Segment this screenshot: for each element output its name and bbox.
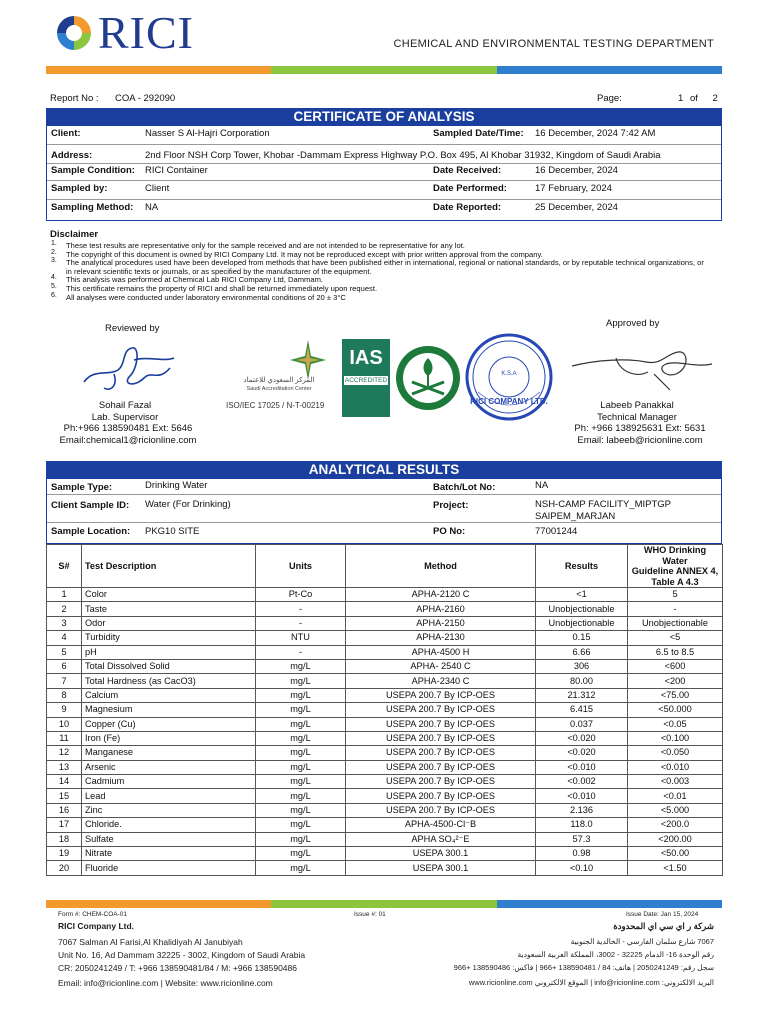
table-row — [47, 717, 723, 731]
po-label: PO No: — [433, 526, 466, 537]
cell-who-limit: <0.01 — [628, 789, 723, 803]
cell-method: APHA-2160 — [346, 602, 536, 616]
sample-info-box — [46, 479, 722, 544]
cell-method: USEPA 200.7 By ICP-OES — [346, 803, 536, 817]
cell-method: USEPA 200.7 By ICP-OES — [346, 717, 536, 731]
page-current: 1 — [678, 93, 684, 104]
cell-who-limit: <5.000 — [628, 803, 723, 817]
cell-who-limit: <0.05 — [628, 717, 723, 731]
date-performed-value: 17 February, 2024 — [535, 183, 612, 194]
ias-logo — [342, 339, 390, 417]
cell-result: 0.15 — [536, 631, 628, 645]
sac-english-name: Saudi Accreditation Center — [246, 386, 312, 392]
table-row — [47, 674, 723, 688]
cell-units: mg/L — [256, 847, 346, 861]
table-row — [47, 616, 723, 630]
sampling-method-value: NA — [145, 202, 159, 213]
cell-sn: 3 — [47, 616, 82, 630]
rici-logo — [54, 8, 194, 58]
po-value: 77001244 — [535, 526, 578, 537]
approver-contact — [550, 423, 730, 446]
address-line-2: Unit No. 16, Ad Dammam 32225 - 3002, Kingdom of Saudi Arabia — [58, 950, 306, 960]
page-of: of — [689, 93, 698, 104]
analytical-results-title: ANALYTICAL RESULTS — [46, 461, 722, 479]
cell-sn: 12 — [47, 746, 82, 760]
results-table — [46, 544, 723, 876]
cell-result: 306 — [536, 659, 628, 673]
cell-who-limit: <0.003 — [628, 775, 723, 789]
ias-accredited: ACCREDITED — [344, 377, 388, 384]
cell-test-description: Sulfate — [82, 832, 256, 846]
cell-sn: 6 — [47, 659, 82, 673]
disclaimer-item: 4. This analysis was performed at Chemical Lab RICI Company Ltd, Dammam. — [51, 274, 324, 285]
date-performed-label: Date Performed: — [433, 183, 507, 194]
cell-who-limit: <200.0 — [628, 818, 723, 832]
sampling-method-row — [51, 202, 717, 216]
cell-test-description: Chloride. — [82, 818, 256, 832]
cell-sn: 15 — [47, 789, 82, 803]
cell-sn: 4 — [47, 631, 82, 645]
cell-result: 0.037 — [536, 717, 628, 731]
cell-method: APHA-2130 — [346, 631, 536, 645]
cell-method: APHA- 2540 C — [346, 659, 536, 673]
sampled-by-label: Sampled by: — [51, 183, 108, 194]
date-reported-label: Date Reported: — [433, 202, 502, 213]
cell-who-limit: <0.010 — [628, 760, 723, 774]
cell-method: USEPA 200.7 By ICP-OES — [346, 703, 536, 717]
cell-test-description: Magnesium — [82, 703, 256, 717]
cell-result: <0.10 — [536, 861, 628, 875]
page-number — [678, 93, 718, 104]
table-row — [47, 832, 723, 846]
table-row — [47, 703, 723, 717]
cell-result: 0.98 — [536, 847, 628, 861]
cell-method: APHA-4500 H — [346, 645, 536, 659]
cell-result: Unobjectionable — [536, 602, 628, 616]
cell-who-limit: <50.000 — [628, 703, 723, 717]
cell-test-description: Odor — [82, 616, 256, 630]
approved-by-label: Approved by — [606, 318, 660, 329]
cell-test-description: Calcium — [82, 688, 256, 702]
certificate-info-box — [46, 126, 722, 221]
address-line-1: 7067 Salman Al Farisi,Al Khalidiyah Al Janubiyah — [58, 937, 243, 947]
batch-value: NA — [535, 480, 549, 491]
header-method: Method — [346, 545, 536, 588]
cell-units: mg/L — [256, 688, 346, 702]
header-sn: S# — [47, 545, 82, 588]
cell-test-description: Total Dissolved Solid — [82, 659, 256, 673]
contact-web-ar[interactable]: البريد الالكتروني: info@ricionline.com | الموقع الالكتروني www.ricionline.com — [468, 978, 714, 987]
cell-who-limit: - — [628, 602, 723, 616]
cell-sn: 16 — [47, 803, 82, 817]
header-color-band — [46, 66, 722, 74]
cell-result: 80.00 — [536, 674, 628, 688]
footer-color-band — [46, 900, 722, 908]
cell-units: Pt-Co — [256, 588, 346, 602]
reviewer-details — [60, 400, 190, 423]
cell-result: 6.415 — [536, 703, 628, 717]
cell-result: Unobjectionable — [536, 616, 628, 630]
cell-sn: 17 — [47, 818, 82, 832]
report-info-row — [50, 93, 720, 104]
cell-sn: 2 — [47, 602, 82, 616]
batch-label: Batch/Lot No: — [433, 482, 496, 493]
cell-units: mg/L — [256, 803, 346, 817]
disclaimer-list — [50, 242, 710, 302]
cell-units: mg/L — [256, 674, 346, 688]
cell-sn: 9 — [47, 703, 82, 717]
cell-units: mg/L — [256, 789, 346, 803]
cell-units: mg/L — [256, 746, 346, 760]
page-total: 2 — [712, 93, 718, 104]
page-label: Page: — [597, 93, 622, 104]
cell-test-description: Copper (Cu) — [82, 717, 256, 731]
cell-method: USEPA 200.7 By ICP-OES — [346, 775, 536, 789]
date-reported-value: 25 December, 2024 — [535, 202, 618, 213]
certificate-title: CERTIFICATE OF ANALYSIS — [46, 108, 722, 126]
approver-name: Labeeb Panakkal — [600, 400, 674, 411]
rici-logo-mark-icon — [54, 13, 94, 53]
cell-test-description: Turbidity — [82, 631, 256, 645]
table-row — [47, 688, 723, 702]
cell-test-description: Total Hardness (as CacO3) — [82, 674, 256, 688]
cell-units: mg/L — [256, 861, 346, 875]
report-no-label: Report No : — [50, 93, 99, 104]
table-row — [47, 861, 723, 875]
address-value: 2nd Floor NSH Corp Tower, Khobar -Dammam Express Highway P.O. Box 495, Al Khobar 31932, Kingdom of Saudi Arabia — [145, 150, 661, 161]
form-number: Form #: CHEM-COA-01 — [58, 911, 127, 918]
address-row — [51, 150, 717, 164]
address-ar-line-2: رقم الوحدة 16- الدمام 32225 - 3002، المملكة العربية السعودية — [517, 950, 714, 959]
cell-sn: 20 — [47, 861, 82, 875]
issue-date: Issue Date: Jan 15, 2024 — [626, 911, 699, 918]
header-units: Units — [256, 545, 346, 588]
reviewer-signature-icon — [74, 338, 184, 398]
cell-result: <0.020 — [536, 746, 628, 760]
disclaimer-item: 5. This certificate remains the property of RICI and shall be returned immediately upon request. — [51, 282, 378, 293]
cell-who-limit: <0.050 — [628, 746, 723, 760]
address-ar-line-1: 7067 شارع سلمان الفارسي - الخالدية الجنوبية — [570, 937, 714, 946]
cell-result: <0.010 — [536, 789, 628, 803]
disclaimer-item: 2. The copyright of this document is owned by RICI Company Ltd. It may not be reproduced except with prior written approval from the company. — [51, 248, 543, 259]
cell-result: <0.010 — [536, 760, 628, 774]
header-results: Results — [536, 545, 628, 588]
cell-who-limit: <75.00 — [628, 688, 723, 702]
client-sample-label: Client Sample ID: — [51, 500, 130, 511]
cell-result: 6.66 — [536, 645, 628, 659]
cell-method: USEPA 300.1 — [346, 847, 536, 861]
cell-test-description: Fluoride — [82, 861, 256, 875]
table-row — [47, 746, 723, 760]
cell-units: mg/L — [256, 703, 346, 717]
cell-who-limit: <200.00 — [628, 832, 723, 846]
results-body — [47, 588, 723, 876]
cell-method: USEPA 300.1 — [346, 861, 536, 875]
cell-units: mg/L — [256, 717, 346, 731]
sampled-by-row — [51, 183, 717, 197]
client-row — [51, 128, 717, 142]
results-header-row — [47, 545, 723, 588]
client-sample-value: Water (For Drinking) — [145, 499, 231, 510]
cell-sn: 11 — [47, 731, 82, 745]
cell-method: USEPA 200.7 By ICP-OES — [346, 688, 536, 702]
approver-title: Technical Manager — [597, 411, 677, 423]
table-row — [47, 775, 723, 789]
cell-sn: 8 — [47, 688, 82, 702]
cell-test-description: pH — [82, 645, 256, 659]
contact-web-en[interactable]: Email: info@ricionline.com | Website: www.ricionline.com — [58, 978, 273, 988]
sampled-datetime-label: Sampled Date/Time: — [433, 128, 524, 139]
sampled-datetime-value: 16 December, 2024 7:42 AM — [535, 128, 656, 139]
reviewer-email: Email:chemical1@ricionline.com — [59, 434, 197, 446]
cell-method: APHA-2340 C — [346, 674, 536, 688]
cell-method: USEPA 200.7 By ICP-OES — [346, 746, 536, 760]
disclaimer-item: 3. The analytical procedures used have been developed from methods that have been published either in international, regional or national standards, or by reputable technical organizations, or in relevant scientific texts or journals, or as specified by the manufacturer of the equipment. — [51, 257, 704, 276]
cell-result: 21.312 — [536, 688, 628, 702]
sample-location-label: Sample Location: — [51, 526, 131, 537]
cell-result: 2.136 — [536, 803, 628, 817]
table-row — [47, 789, 723, 803]
date-received-value: 16 December, 2024 — [535, 165, 618, 176]
reviewer-title: Lab. Supervisor — [91, 411, 159, 423]
sample-condition-label: Sample Condition: — [51, 165, 135, 176]
cell-sn: 10 — [47, 717, 82, 731]
cell-units: mg/L — [256, 818, 346, 832]
sample-location-row — [51, 526, 717, 540]
cell-who-limit: <1.50 — [628, 861, 723, 875]
rici-company-seal-icon — [464, 332, 554, 422]
client-value: Nasser S Al-Hajri Corporation — [145, 128, 270, 139]
ias-text: IAS — [349, 347, 383, 369]
cell-test-description: Taste — [82, 602, 256, 616]
report-no: COA - 292090 — [115, 93, 176, 104]
cell-who-limit: <200 — [628, 674, 723, 688]
sample-type-value: Drinking Water — [145, 480, 208, 491]
table-row — [47, 847, 723, 861]
cell-sn: 14 — [47, 775, 82, 789]
project-line-1: NSH-CAMP FACILITY_MIPTGP — [535, 499, 672, 510]
cell-test-description: Arsenic — [82, 760, 256, 774]
approver-details — [572, 400, 702, 423]
seal-text: RICI COMPANY LTD. — [470, 397, 548, 406]
client-label: Client: — [51, 128, 81, 139]
cell-test-description: Lead — [82, 789, 256, 803]
cell-who-limit: <50.00 — [628, 847, 723, 861]
cell-who-limit: 6.5 to 8.5 — [628, 645, 723, 659]
cell-units: mg/L — [256, 659, 346, 673]
cell-test-description: Color — [82, 588, 256, 602]
cell-result: 57.3 — [536, 832, 628, 846]
cell-units: - — [256, 602, 346, 616]
sampled-by-value: Client — [145, 183, 170, 194]
table-row — [47, 731, 723, 745]
reviewer-contact — [38, 423, 218, 446]
sample-condition-value: RICI Container — [145, 165, 208, 176]
cell-result: <1 — [536, 588, 628, 602]
approver-phone: Ph: +966 138925631 Ext: 5631 — [574, 423, 706, 434]
date-received-label: Date Received: — [433, 165, 502, 176]
cell-test-description: Nitrate — [82, 847, 256, 861]
cell-method: USEPA 200.7 By ICP-OES — [346, 760, 536, 774]
company-name-ar: شركة ر اي سي اي المحدودة — [613, 921, 714, 931]
saudi-emblem-icon — [394, 338, 462, 418]
cell-result: <0.020 — [536, 731, 628, 745]
company-name-en: RICI Company Ltd. — [58, 921, 135, 931]
header-test-description: Test Description — [82, 545, 256, 588]
cell-sn: 1 — [47, 588, 82, 602]
sample-condition-row — [51, 165, 717, 179]
cell-units: mg/L — [256, 731, 346, 745]
cell-method: APHA-4500-Cl⁻B — [346, 818, 536, 832]
cell-result: 118.0 — [536, 818, 628, 832]
table-row — [47, 818, 723, 832]
cell-units: - — [256, 616, 346, 630]
sac-arabic-name: المركز السعودي للاعتماد — [243, 377, 315, 384]
issue-number: Issue #: 01 — [354, 911, 386, 918]
cell-who-limit: <0.100 — [628, 731, 723, 745]
cell-test-description: Cadmium — [82, 775, 256, 789]
cell-who-limit: 5 — [628, 588, 723, 602]
cell-who-limit: <5 — [628, 631, 723, 645]
reviewed-by-label: Reviewed by — [105, 323, 160, 334]
cell-method: APHA-2150 — [346, 616, 536, 630]
cell-units: mg/L — [256, 775, 346, 789]
project-label: Project: — [433, 500, 469, 511]
approver-signature-icon — [566, 338, 716, 398]
client-sample-row — [51, 499, 717, 522]
sample-location-value: PKG10 SITE — [145, 526, 200, 537]
cell-test-description: Zinc — [82, 803, 256, 817]
disclaimer-title: Disclaimer — [50, 229, 99, 240]
cell-test-description: Manganese — [82, 746, 256, 760]
logo-wordmark: RICI — [98, 7, 194, 58]
project-line-2: SAIPEM_MARJAN — [535, 511, 616, 522]
cell-who-limit: <600 — [628, 659, 723, 673]
address-ar-line-3: سجل رقم: 2050241249 | هاتف: 84 / 138590481 +966 | فاكس: 138590486 +966 — [453, 963, 714, 972]
sampling-method-label: Sampling Method: — [51, 202, 134, 213]
table-row — [47, 659, 723, 673]
department-title: CHEMICAL AND ENVIRONMENTAL TESTING DEPARTMENT — [393, 38, 714, 50]
cell-units: - — [256, 645, 346, 659]
table-row — [47, 760, 723, 774]
cell-sn: 5 — [47, 645, 82, 659]
accreditation-number: ISO/IEC 17025 / N-T-00219 — [226, 401, 325, 410]
disclaimer-item: 1. These test results are representative only for the sample received and are not intended to be representative for any lot. — [51, 240, 465, 250]
reviewer-phone: Ph:+966 138590481 Ext: 5646 — [63, 423, 193, 434]
address-line-3: CR: 2050241249 / T: +966 138590481/84 / M: +966 138590486 — [58, 963, 297, 973]
cell-sn: 19 — [47, 847, 82, 861]
cell-method: USEPA 200.7 By ICP-OES — [346, 789, 536, 803]
cell-method: APHA SO₄²⁻E — [346, 832, 536, 846]
cell-units: mg/L — [256, 832, 346, 846]
cell-sn: 13 — [47, 760, 82, 774]
cell-who-limit: Unobjectionable — [628, 616, 723, 630]
table-row — [47, 602, 723, 616]
address-label: Address: — [51, 150, 93, 161]
header-who-guideline: WHO Drinking Water Guideline ANNEX 4, Table A 4.3 — [628, 545, 723, 588]
table-row — [47, 803, 723, 817]
approver-email: Email: labeeb@ricionline.com — [577, 434, 703, 446]
cell-result: <0.002 — [536, 775, 628, 789]
cell-method: USEPA 200.7 By ICP-OES — [346, 731, 536, 745]
reviewer-name: Sohail Fazal — [98, 400, 152, 411]
table-row — [47, 588, 723, 602]
sac-logo — [224, 338, 334, 400]
table-row — [47, 645, 723, 659]
sample-type-label: Sample Type: — [51, 482, 113, 493]
cell-sn: 18 — [47, 832, 82, 846]
disclaimer-item: 6. All analyses were conducted under laboratory environmental conditions of 20 ± 3°C — [51, 291, 346, 302]
cell-sn: 7 — [47, 674, 82, 688]
cell-test-description: Iron (Fe) — [82, 731, 256, 745]
cell-method: APHA-2120 C — [346, 588, 536, 602]
cell-units: NTU — [256, 631, 346, 645]
cell-units: mg/L — [256, 760, 346, 774]
svg-text:K.S.A: K.S.A — [501, 371, 517, 377]
table-row — [47, 631, 723, 645]
